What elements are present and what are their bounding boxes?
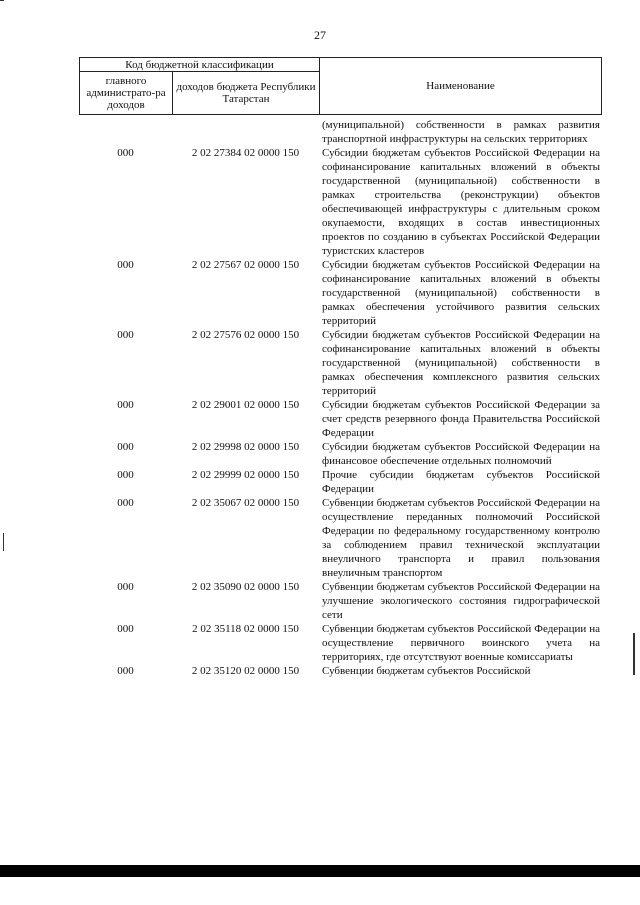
admin-code-cell: 000 bbox=[117, 623, 134, 635]
table-row bbox=[79, 398, 601, 440]
table-row bbox=[79, 664, 601, 678]
revenue-code-cell: 2 02 35090 02 0000 150 bbox=[191, 581, 300, 593]
table-row bbox=[79, 328, 601, 398]
table-row bbox=[79, 622, 601, 664]
admin-code-cell: 000 bbox=[117, 399, 134, 411]
table-row bbox=[79, 146, 601, 258]
name-cell: Субсидии бюджетам субъектов Российской Федерации на софинансирование капитальных вложений в объекты государственной (муниципальной) собственности в рамках обеспечения устойчивого развития сельских территорий bbox=[322, 259, 600, 327]
revenue-code-cell: 2 02 29001 02 0000 150 bbox=[191, 399, 300, 411]
name-cell: Субвенции бюджетам субъектов Российской Федерации на осуществление переданных полномочий Российской Федерации по федеральному государственному контролю за соблюдением правил технической эксплуатации внеуличного транспорта и правил пользования внеуличным транспортом bbox=[322, 497, 600, 579]
name-cell: Субвенции бюджетам субъектов Российской Федерации на осуществление первичного воинского учета на территориях, где отсутствуют военные комиссариаты bbox=[322, 623, 600, 663]
admin-code-cell: 000 bbox=[117, 581, 134, 593]
page-number: 27 bbox=[314, 28, 326, 42]
revenue-code-cell: 2 02 29998 02 0000 150 bbox=[191, 441, 300, 453]
revenue-code-cell: 2 02 35067 02 0000 150 bbox=[191, 497, 300, 509]
admin-code-cell: 000 bbox=[117, 329, 134, 341]
name-cell: Субвенции бюджетам субъектов Российской bbox=[322, 665, 531, 677]
name-cell: (муниципальной) собственности в рамках развития транспортной инфраструктуры на сельских территориях bbox=[322, 119, 600, 145]
revenue-code-cell: 2 02 35118 02 0000 150 bbox=[192, 623, 299, 635]
admin-code-cell: 000 bbox=[117, 665, 134, 677]
admin-code-cell: 000 bbox=[117, 469, 134, 481]
chief-administrator-column-header: главного администрато-ра доходов bbox=[80, 72, 173, 115]
revenue-code-column-header: доходов бюджета Республики Татарстан bbox=[173, 72, 320, 115]
revenue-code-cell: 2 02 35120 02 0000 150 bbox=[191, 665, 300, 677]
name-column-header: Наименование bbox=[320, 58, 602, 115]
admin-code-cell: 000 bbox=[117, 259, 134, 271]
scan-bottom-border bbox=[0, 865, 640, 877]
admin-code-cell: 000 bbox=[117, 147, 134, 159]
table-row bbox=[79, 580, 601, 622]
name-cell: Субвенции бюджетам субъектов Российской Федерации на улучшение экологического состояния гидрографической сети bbox=[322, 581, 600, 621]
table-row bbox=[79, 258, 601, 328]
revenue-code-cell: 2 02 27384 02 0000 150 bbox=[191, 147, 300, 159]
name-cell: Субсидии бюджетам субъектов Российской Федерации на финансовое обеспечение отдельных полномочий bbox=[322, 441, 600, 467]
budget-classification-code-header: Код бюджетной классификации bbox=[80, 58, 320, 72]
name-cell: Субсидии бюджетам субъектов Российской Федерации за счет средств резервного фонда Правительства Российской Федерации bbox=[322, 399, 600, 439]
revenue-code-cell: 2 02 27567 02 0000 150 bbox=[191, 259, 300, 271]
scan-edge-mark bbox=[0, 0, 4, 1]
scan-edge-mark bbox=[3, 533, 4, 551]
admin-code-cell: 000 bbox=[117, 441, 134, 453]
name-cell: Субсидии бюджетам субъектов Российской Федерации на софинансирование капитальных вложений в объекты государственной (муниципальной) собственности в рамках строительства (реконструкции) объектов обеспечивающей инфраструктуры с длительным сроком окупаемости, входящих в состав инвестиционных проектов по созданию в субъектах Российской Федерации туристских кластеров bbox=[322, 147, 600, 257]
name-cell: Субсидии бюджетам субъектов Российской Федерации на софинансирование капитальных вложений в объекты государственной (муниципальной) собственности в рамках обеспечения комплексного развития сельских территорий bbox=[322, 329, 600, 397]
admin-code-cell: 000 bbox=[117, 497, 134, 509]
revenue-code-cell: 2 02 27576 02 0000 150 bbox=[191, 329, 300, 341]
classification-table-body bbox=[79, 118, 601, 678]
table-row bbox=[79, 468, 601, 496]
table-row bbox=[79, 440, 601, 468]
table-row bbox=[79, 118, 601, 146]
scan-edge-mark bbox=[633, 633, 635, 675]
revenue-code-cell: 2 02 29999 02 0000 150 bbox=[191, 469, 300, 481]
name-cell: Прочие субсидии бюджетам субъектов Российской Федерации bbox=[322, 469, 600, 495]
classification-table-header bbox=[79, 57, 602, 115]
table-row bbox=[79, 496, 601, 580]
